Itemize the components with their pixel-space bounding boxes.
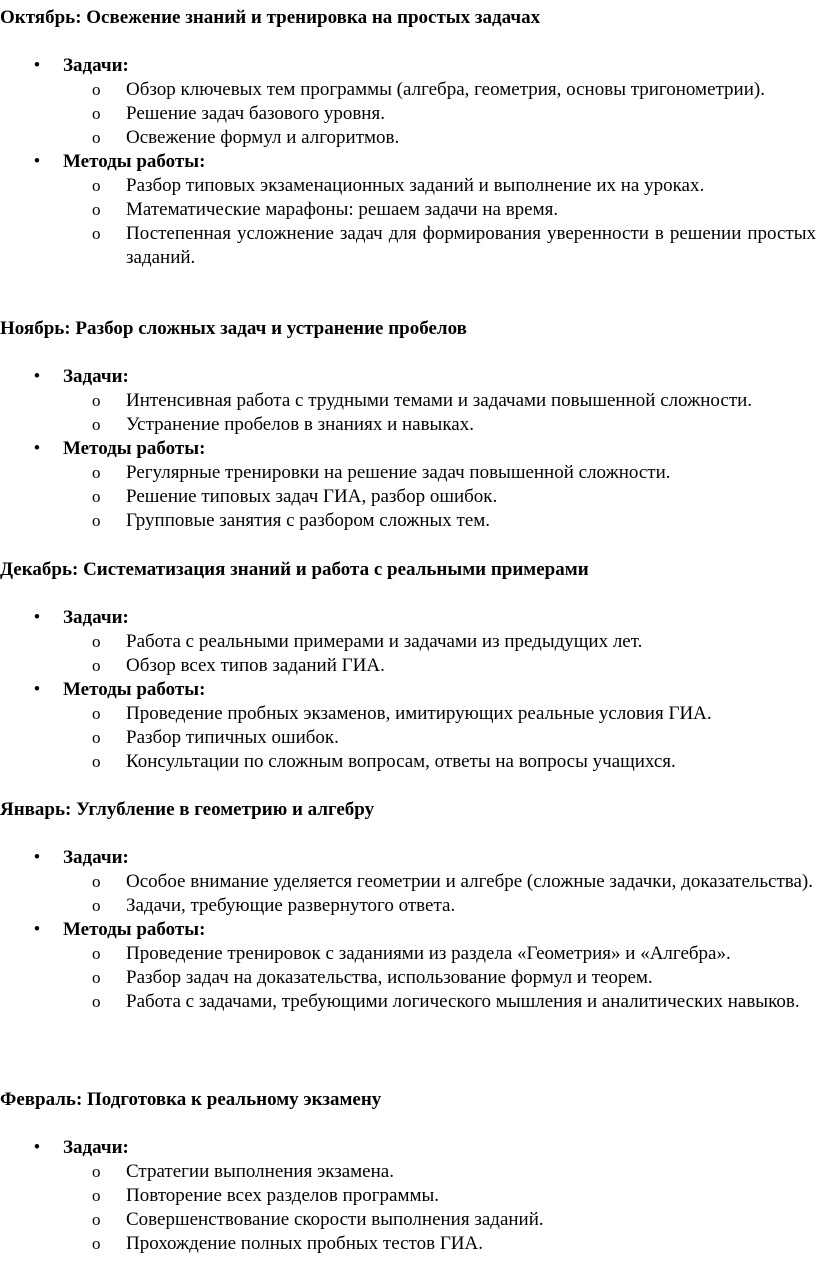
sub-bullet-icon: o [92, 224, 101, 243]
group-tasks [0, 846, 816, 918]
sub-bullet-icon: o [92, 632, 101, 651]
list-item-text: Решение задач базового уровня. [126, 103, 385, 124]
bullet-icon: • [33, 55, 41, 76]
bullet-icon: • [33, 438, 41, 459]
section-october [0, 6, 816, 270]
list-item-text: Обзор ключевых тем программы (алгебра, геометрия, основы тригонометрии). [126, 79, 765, 100]
bullet-icon: • [33, 679, 41, 700]
sub-bullet-icon: o [92, 176, 101, 195]
group-methods [0, 678, 816, 774]
sub-bullet-icon: o [92, 128, 101, 147]
bullet-icon: • [33, 847, 41, 868]
group-tasks [0, 365, 816, 437]
sub-bullet-icon: o [92, 944, 101, 963]
list-item-text: Разбор типичных ошибок. [126, 727, 339, 748]
section-heading: Ноябрь: Разбор сложных задач и устранение пробелов [0, 318, 467, 339]
list-item [0, 485, 816, 509]
list-item [0, 389, 816, 413]
list-item-text: Повторение всех разделов программы. [126, 1185, 440, 1206]
group-methods [0, 437, 816, 533]
list-item [0, 942, 816, 966]
section-heading: Октябрь: Освежение знаний и тренировка на простых задачах [0, 7, 541, 28]
bullet-icon: • [33, 151, 41, 172]
group-tasks [0, 54, 816, 150]
sub-bullet-icon: o [92, 752, 101, 771]
sub-bullet-icon: o [92, 104, 101, 123]
sub-bullet-icon: o [92, 728, 101, 747]
group-label: Методы работы: [63, 919, 206, 940]
list-item [0, 174, 816, 198]
group-label: Задачи: [63, 1137, 129, 1158]
section-january [0, 798, 816, 1014]
list-item [0, 750, 816, 774]
sub-bullet-icon: o [92, 80, 101, 99]
group-label: Методы работы: [63, 438, 206, 459]
list-item [0, 1160, 816, 1184]
list-item-text: Задачи, требующие развернутого ответа. [126, 895, 456, 916]
list-item-text: Разбор задач на доказательства, использование формул и теорем. [126, 967, 653, 988]
list-item [0, 126, 816, 150]
list-item [0, 509, 816, 533]
list-item-text: Математические марафоны: решаем задачи на время. [126, 199, 559, 220]
group-methods [0, 150, 816, 270]
list-item [0, 1208, 816, 1232]
group-methods [0, 918, 816, 1014]
group-label: Задачи: [63, 847, 129, 868]
list-item [0, 198, 816, 222]
bullet-icon: • [33, 1137, 41, 1158]
list-item-text: Проведение пробных экзаменов, имитирующих реальные условия ГИА. [126, 703, 712, 724]
list-item [0, 222, 816, 270]
list-item [0, 630, 816, 654]
section-heading: Январь: Углубление в геометрию и алгебру [0, 799, 375, 820]
sub-bullet-icon: o [92, 1234, 101, 1253]
sub-bullet-icon: o [92, 896, 101, 915]
list-item-text: Освежение формул и алгоритмов. [126, 127, 400, 148]
sub-bullet-icon: o [92, 1186, 101, 1205]
sub-bullet-icon: o [92, 487, 101, 506]
bullet-icon: • [33, 919, 41, 940]
sub-bullet-icon: o [92, 463, 101, 482]
list-item-text: Стратегии выполнения экзамена. [126, 1161, 394, 1182]
list-item-text: Совершенствование скорости выполнения заданий. [126, 1209, 544, 1230]
list-item-text: Регулярные тренировки на решение задач повышенной сложности. [126, 462, 671, 483]
list-item [0, 461, 816, 485]
list-item [0, 990, 816, 1014]
list-item [0, 870, 816, 894]
group-label: Задачи: [63, 55, 129, 76]
group-label: Методы работы: [63, 679, 206, 700]
list-item-text: Особое внимание уделяется геометрии и алгебре (сложные задачки, доказательства). [126, 871, 814, 892]
sub-bullet-icon: o [92, 656, 101, 675]
list-item [0, 78, 816, 102]
list-item-text: Групповые занятия с разбором сложных тем. [126, 510, 491, 531]
list-item-text: Проведение тренировок с заданиями из раздела «Геометрия» и «Алгебра». [126, 943, 731, 964]
list-item-text: Устранение пробелов в знаниях и навыках. [126, 414, 474, 435]
sub-bullet-icon: o [92, 1162, 101, 1181]
list-item [0, 413, 816, 437]
group-label: Методы работы: [63, 151, 206, 172]
section-heading: Февраль: Подготовка к реальному экзамену [0, 1089, 382, 1110]
list-item [0, 1184, 816, 1208]
list-item-text: Обзор всех типов заданий ГИА. [126, 655, 385, 676]
group-label: Задачи: [63, 607, 129, 628]
sub-bullet-icon: o [92, 872, 101, 891]
list-item [0, 1232, 816, 1256]
list-item-text: Постепенная усложнение задач для формирования уверенности в решении простых заданий. [126, 223, 816, 268]
list-item-text: Работа с реальными примерами и задачами из предыдущих лет. [126, 631, 643, 652]
list-item-text: Консультации по сложным вопросам, ответы на вопросы учащихся. [126, 751, 676, 772]
list-item-text: Разбор типовых экзаменационных заданий и выполнение их на уроках. [126, 175, 705, 196]
list-item [0, 102, 816, 126]
sub-bullet-icon: o [92, 1210, 101, 1229]
bullet-icon: • [33, 607, 41, 628]
group-tasks [0, 1136, 816, 1256]
list-item-text: Интенсивная работа с трудными темами и задачами повышенной сложности. [126, 390, 753, 411]
section-february [0, 1088, 816, 1256]
sub-bullet-icon: o [92, 415, 101, 434]
list-item [0, 702, 816, 726]
section-november [0, 317, 816, 533]
section-heading: Декабрь: Систематизация знаний и работа с реальными примерами [0, 559, 589, 580]
sub-bullet-icon: o [92, 391, 101, 410]
list-item [0, 726, 816, 750]
list-item [0, 654, 816, 678]
sub-bullet-icon: o [92, 704, 101, 723]
sub-bullet-icon: o [92, 992, 101, 1011]
sub-bullet-icon: o [92, 968, 101, 987]
sub-bullet-icon: o [92, 200, 101, 219]
list-item-text: Прохождение полных пробных тестов ГИА. [126, 1233, 483, 1254]
bullet-icon: • [33, 366, 41, 387]
group-label: Задачи: [63, 366, 129, 387]
list-item-text: Работа с задачами, требующими логического мышления и аналитических навыков. [126, 991, 800, 1012]
list-item-text: Решение типовых задач ГИА, разбор ошибок. [126, 486, 498, 507]
group-tasks [0, 606, 816, 678]
section-december [0, 558, 816, 774]
sub-bullet-icon: o [92, 511, 101, 530]
list-item [0, 966, 816, 990]
list-item [0, 894, 816, 918]
